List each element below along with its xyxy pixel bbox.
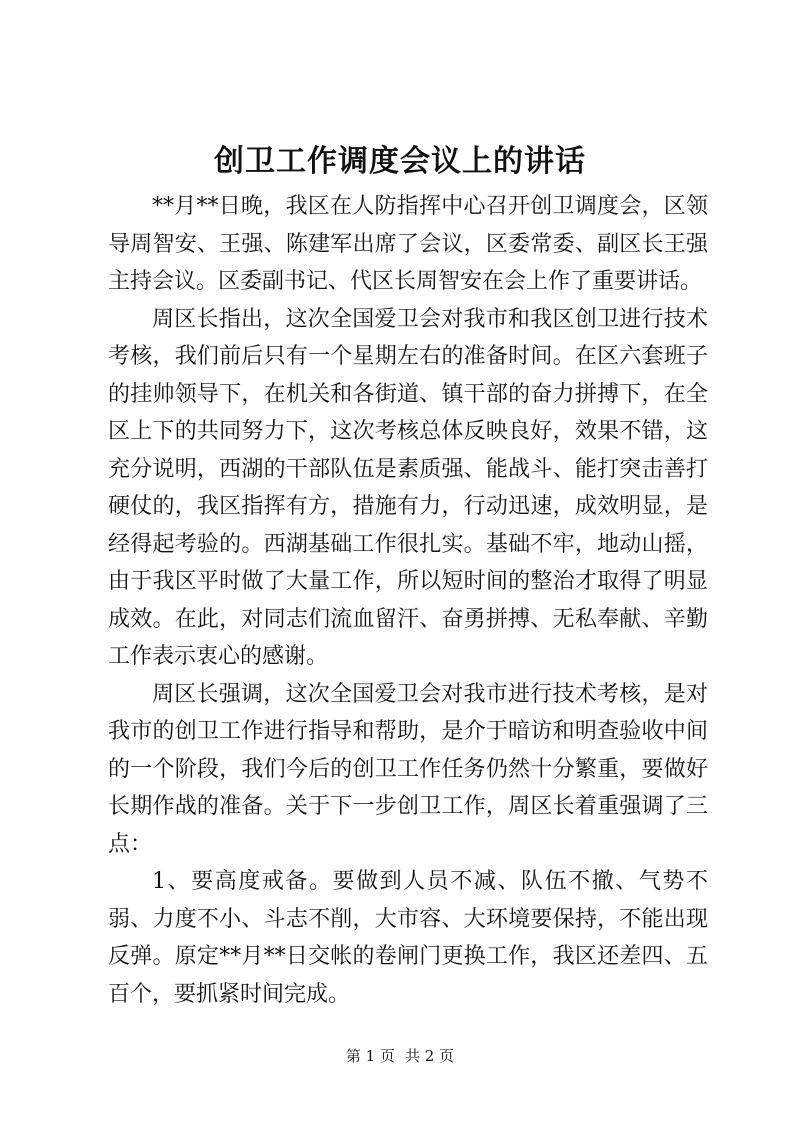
paragraph-meeting-intro: **月**日晚，我区在人防指挥中心召开创卫调度会，区领导周智安、王强、陈建军出席了会议，区委常委、副区长王强主持会议。区委副书记、代区长周智安在会上作了重要讲话。	[108, 194, 708, 294]
paragraph-assessment-summary: 周区长指出，这次全国爱卫会对我市和我区创卫进行技术考核，我们前后只有一个星期左右的准备时间。在区六套班子的挂帅领导下，在机关和各街道、镇干部的奋力拼搏下，在全区上下的共同努力下，这次考核总体反映良好，效果不错，这充分说明，西湖的干部队伍是素质强、能战斗、能打突击善打硬仗的，我区指挥有方，措施有力，行动迅速，成效明显，是经得起考验的。西湖基础工作很扎实。基础不牢，地动山摇，由于我区平时做了大量工作，所以短时间的整治才取得了明显成效。在此，对同志们流血留汗、奋勇拼搏、无私奉献、辛勤工作表示衷心的感谢。	[108, 306, 708, 669]
document-body	[108, 188, 708, 1013]
paragraph-emphasis: 周区长强调，这次全国爱卫会对我市进行技术考核，是对我市的创卫工作进行指导和帮助，是介于暗访和明查验收中间的一个阶段，我们今后的创卫工作任务仍然十分繁重，要做好长期作战的准备。关于下一步创卫工作，周区长着重强调了三点：	[108, 681, 708, 857]
page-number: 第 1 页	[345, 1047, 395, 1065]
page-total: 共 2 页	[405, 1047, 455, 1065]
document-title: 创卫工作调度会议上的讲话	[214, 144, 586, 179]
page-footer	[0, 1046, 800, 1066]
paragraph-point-one: 1、要高度戒备。要做到人员不减、队伍不撤、气势不弱、力度不小、斗志不削，大市容、大环境要保持，不能出现反弹。原定**月**日交帐的卷闸门更换工作，我区还差四、五百个，要抓紧时间完成。	[108, 869, 708, 1007]
